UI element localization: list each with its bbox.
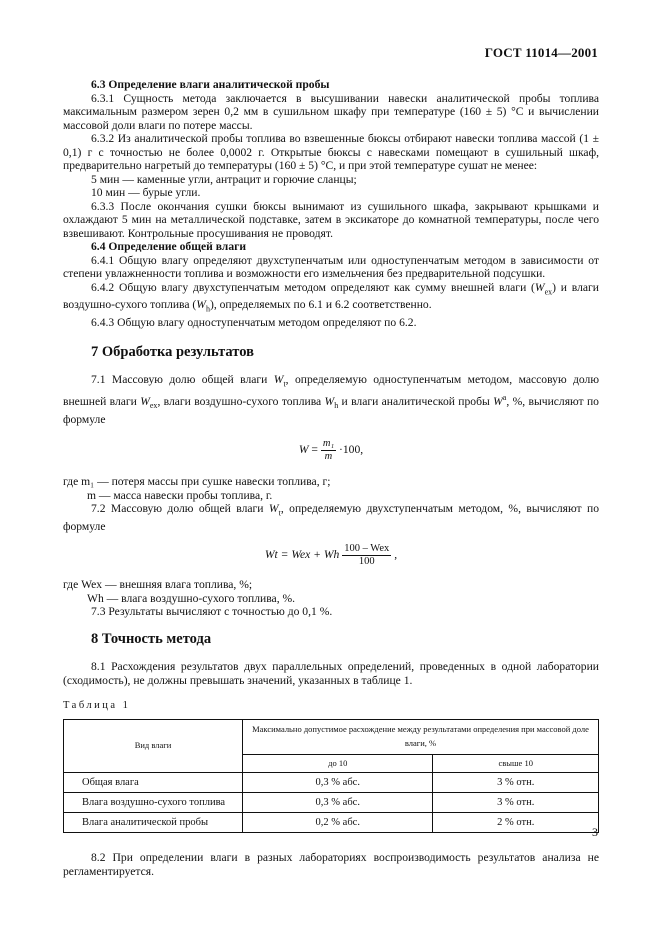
paragraph-7-1: 7.1 Массовую долю общей влаги $W_t$, определяемую одноступенчатым методом, массовую долю внешней влаги $W_{ex}$, влаги воздушно-сухого топлива $W_h$ и влаги аналитической пробы $W^a$, %, вычисляют по формуле [63,373,599,426]
section-6-3-title: 6.3 Определение влаги аналитической пробы [91,78,330,91]
formula-1-denominator: m [324,451,333,463]
section-7-title: 7 Обработка результатов [91,343,254,360]
paragraph-6-3-3: 6.3.3 После окончания сушки бюксы вынимают из сушильного шкафа, закрывают крышками и охлаждают 5 мин на металлической подставке, затем в эксикаторе до комнатной температуры, после чего взвешивают. Контрольные просушивания не проводят. [63,199,599,240]
paragraph-8-1: 8.1 Расхождения результатов двух параллельных определений, проведенных в одной лаборатории (сходимость), не должны превышать значений, указанных в таблице 1. [63,660,599,687]
p71-e: , %, вычисляют по формуле [63,394,599,426]
table-row [64,773,599,793]
table-subheader-over10: свыше 10 [433,754,599,773]
paragraph-6-4-2: 6.4.2 Общую влагу двухступенчатым методом определяют как сумму внешней влаги $(W_{ex})$ и влаги воздушно-сухого топлива $(W_h)$, определяемых по 6.1 и 6.2 соответственно. [63,280,599,314]
formula-1-lhs: W [298,443,309,457]
formula-2-tail: , [394,548,398,562]
p642-part-c: ), определяемых по 6.1 и 6.2 соответственно. [209,298,432,312]
table-caption: Таблица 1 [63,700,131,712]
paragraph-7-2: 7.2 Массовую долю общей влаги $W_t$, определяемую двухступенчатым методом, %, вычисляют по формуле [63,502,599,533]
standard-header: ГОСТ 11014—2001 [484,45,598,60]
table-header-group: Максимально допустимое расхождение между результатами определения при массовой доле влаги, % [243,719,599,754]
where-wh: Wh — влага воздушно-сухого топлива, %. [87,591,296,605]
precision-table [63,719,599,834]
table-cell-over10: 2 % отн. [433,813,599,833]
paragraph-6-4-3: 6.4.3 Общую влагу одноступенчатым методом определяют по 6.2. [91,316,417,330]
formula-1: W = $\frac{\text{m₁}}{m}$ ·100, [298,438,364,463]
paragraph-8-2: 8.2 При определении влаги в разных лабораториях воспроизводимость результатов анализа не регламентируется. [63,851,599,878]
p642-part-a: 6.4.2 Общую влагу двухступенчатым методом определяют как сумму внешней влаги ( [91,280,535,294]
paragraph-6-3-1: 6.3.1 Сущность метода заключается в высушивании навески аналитической пробы топлива максимальным размером зерен 0,2 мм в сушильном шкафу при температуре (160 ± 5) °С и вычислении массовой доли влаги по потере массы. [63,91,599,132]
table-row [64,793,599,813]
formula-2-fraction [342,543,391,568]
formula-2-lhs: Wt = Wex + Wh [264,548,340,562]
table-cell-upto10: 0,3 % абс. [243,793,433,813]
table-cell-over10: 3 % отн. [433,793,599,813]
paragraph-6-3-2: 6.3.2 Из аналитической пробы топлива во взвешенные бюксы отбирают навески топлива массой (1 ± 0,1) г с точностью не более 0,0002 г. Открытые бюксы с навесками помещают в сушильный шкаф, предварительно нагретый до температуры (160 ± 5) °С, и при этой температуре сушат не менее: [63,132,599,172]
formula-2 [63,543,599,568]
p71-c: , влаги воздушно-сухого топлива [157,394,322,408]
section-6-4-title: 6.4 Определение общей влаги [91,240,247,253]
formula-2-denominator: 100 [358,556,375,568]
section-8-title: 8 Точность метода [91,630,212,647]
table-cell-kind: Общая влага [64,773,243,793]
list-item-brown-coal: 10 мин — бурые угли. [91,186,201,199]
document-body [63,78,599,878]
table-header-kind: Вид влаги [64,719,243,773]
p72-b: , определяемую двухступенчатым методом, %, вычисляют по формуле [63,502,599,533]
list-item-coal: 5 мин — каменные угли, антрацит и горючие сланцы; [91,172,357,186]
where-m: m — масса навески пробы топлива, г. [87,488,273,502]
formula-1-tail: ·100, [339,443,364,457]
formula-2-numerator: 100 – Wex [344,543,390,555]
table-cell-over10: 3 % отн. [433,773,599,793]
p72-a: 7.2 Массовую долю общей влаги [91,502,264,516]
p642-part-b: ) и влаги воздушно-сухого топлива ( [63,280,599,312]
p71-d: и влаги аналитической пробы [341,394,490,408]
paragraph-6-4-1: 6.4.1 Общую влагу определяют двухступенчатым или одноступенчатым методом в зависимости от степени увлажненности топлива и возможности его измельчения без предварительной подсушки. [63,253,599,280]
p71-a: 7.1 Массовую долю общей влаги [91,373,268,387]
table-cell-kind: Влага воздушно-сухого топлива [64,793,243,813]
table-cell-upto10: 0,3 % абс. [243,773,433,793]
formula-1-numerator: m₁ [322,438,335,450]
paragraph-7-3: 7.3 Результаты вычисляют с точностью до 0,1 %. [91,605,333,619]
where-m1: где m₁ — потеря массы при сушке навески топлива, г; [63,475,331,489]
where-wex: где Wex — внешняя влага топлива, %; [63,578,253,592]
formula-1-fraction [321,438,336,463]
table-cell-kind: Влага аналитической пробы [64,813,243,833]
table-cell-upto10: 0,2 % абс. [243,813,433,833]
table-subheader-upto10: до 10 [243,754,433,773]
p71-b: , определяемую одноступенчатым методом, массовую долю внешней влаги [63,373,599,408]
table-row [64,813,599,833]
page-number: 3 [592,825,598,839]
